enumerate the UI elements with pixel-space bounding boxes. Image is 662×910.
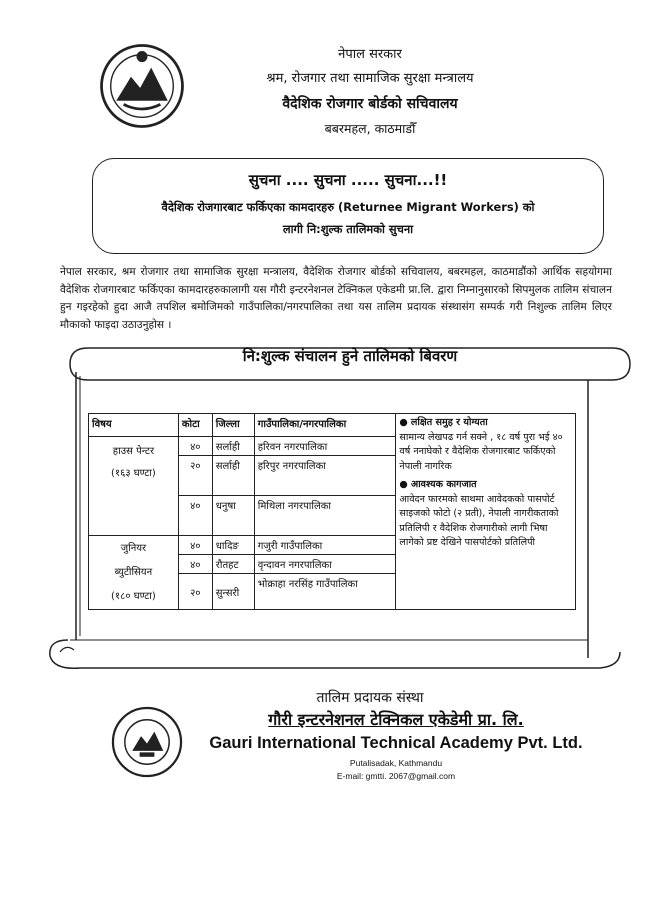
notice-title: सुचना .... सुचना ..... सुचना...!! bbox=[248, 171, 448, 189]
target-heading: लक्षित समुह र योग्यता bbox=[410, 417, 488, 428]
municipality-cell: मिथिला नगरपालिका bbox=[254, 496, 396, 536]
academy-name-nepali: गौरी इन्टरनेशनल टेक्निकल एकेडेमी प्रा. लि. bbox=[268, 710, 524, 729]
course2-name: जुनियर bbox=[120, 543, 147, 554]
municipality-cell: हरिवन नगरपालिका bbox=[254, 437, 396, 456]
quota-cell: ४० bbox=[178, 536, 212, 555]
provider-label: तालिम प्रदायक संस्था bbox=[316, 690, 424, 706]
header-district: जिल्ला bbox=[212, 414, 254, 437]
quota-cell: ४० bbox=[178, 555, 212, 574]
district-cell: सुन्सरी bbox=[212, 574, 254, 610]
district-cell: धादिङ bbox=[212, 536, 254, 555]
academy-logo-icon bbox=[110, 705, 184, 779]
notice-subtitle-1: वैदेशिक रोजगारबाट फर्किएका कामदारहरु (Returnee Migrant Workers) को bbox=[161, 200, 535, 214]
quota-cell: ४० bbox=[178, 496, 212, 536]
academy-email: E-mail: gmtti. 2067@gmail.com bbox=[336, 771, 456, 781]
table-header-row bbox=[89, 414, 576, 437]
district-cell: धनुषा bbox=[212, 496, 254, 536]
course1-hours: (१६३ घण्टा) bbox=[111, 468, 156, 479]
government-emblem-icon bbox=[96, 40, 188, 132]
ministry-name: श्रम, रोजगार तथा सामाजिक सुरक्षा मन्त्रालय bbox=[266, 71, 474, 86]
header-municipality: गाउँपालिका/नगरपालिका bbox=[254, 414, 396, 437]
docs-text: आवेदन फारमको साथमा आवेदकको पासपोर्ट साइजको फोटो (२ प्रती), नेपाली नागरीकताको प्रतिलिपी र वैदेशिक रोजगारीको लागी भिषा लागेको प्रष्ट देखिने पासपोर्टको प्रतिलिपी bbox=[399, 493, 559, 548]
district-cell: सर्लाही bbox=[212, 437, 254, 456]
course-junior-beautician bbox=[89, 536, 179, 610]
course1-name: हाउस पेन्टर bbox=[112, 446, 155, 457]
docs-heading: आवश्यक कागजात bbox=[410, 479, 477, 490]
quota-cell: ४० bbox=[178, 437, 212, 456]
course2-name-2: ब्युटीसियन bbox=[114, 567, 153, 578]
quota-cell: २० bbox=[178, 456, 212, 496]
training-table bbox=[88, 413, 576, 610]
header-address: बबरमहल, काठमाडौँ bbox=[324, 121, 416, 136]
municipality-cell: वृन्दावन नगरपालिका bbox=[254, 555, 396, 574]
municipality-cell: गजुरी गाउँपालिका bbox=[254, 536, 396, 555]
header-quota: कोटा bbox=[178, 414, 212, 437]
header-subject: विषय bbox=[89, 414, 179, 437]
quota-cell: २० bbox=[178, 574, 212, 610]
target-text: सामान्य लेखपढ गर्न सक्ने , १८ वर्ष पुरा भई ४० वर्ष ननाघेको र वैदेशिक रोजगारबाट फर्किएको नेपाली नागरिक bbox=[399, 431, 563, 472]
notice-subtitle-2: लागी नि:शुल्क तालिमको सुचना bbox=[282, 222, 414, 236]
side-info: ● लक्षित समुह र योग्यता सामान्य लेखपढ गर्न सक्ने , १८ वर्ष पुरा भई ४० वर्ष ननाघेको र वैदेशिक रोजगारबाट फर्किएको नेपाली नागरिक ● आवश्यक कागजात आवेदन फारमको साथमा आवेदकको पासपोर्ट साइजको फोटो (२ प्रती), नेपाली नागरीकताको प्रतिलिपी र वैदेशिक रोजगारीको लागी भिषा लागेको प्रष्ट देखिने पासपोर्टको प्रतिलिपी bbox=[396, 414, 576, 610]
course-house-painter bbox=[89, 437, 179, 536]
district-cell: रौतहट bbox=[212, 555, 254, 574]
table-title: नि:शुल्क संचालन हुने तालिमको बिवरण bbox=[242, 347, 458, 365]
course2-hours: (१८० घण्टा) bbox=[111, 591, 156, 602]
academy-name-english: Gauri International Technical Academy Pvt. Ltd. bbox=[209, 734, 583, 752]
municipality-cell: हरिपुर नगरपालिका bbox=[254, 456, 396, 496]
municipality-cell: भोक्राहा नरसिंह गाउँपालिका bbox=[254, 574, 396, 610]
intro-paragraph: नेपाल सरकार, श्रम रोजगार तथा सामाजिक सुरक्षा मन्त्रालय, वैदेशिक रोजगार बोर्डको सचिवालय, बबरमहल, काठमाडौंको आर्थिक सहयोगमा वैदेशिक रोजगारबाट फर्किएका कामदारहरुकालागी यस गौरी इन्टरनेशनल टेक्निकल एकेडमी प्रा.लि. द्वारा निम्नानुसारको सिपमुलक तालिम संचालन हुन गइरहेको हुदा आजै तपशिल बमोजिमको गाउँपालिका/नगरपालिका तथा यस तालिम प्रदायक संस्थासंग सम्पर्क गरी निशुल्क तालिम लिएर मौकाको फाइदा उठाउनुहोस । bbox=[60, 266, 612, 331]
header-line1: नेपाल सरकार bbox=[338, 47, 402, 62]
district-cell: सर्लाही bbox=[212, 456, 254, 496]
board-name: वैदेशिक रोजगार बोर्डको सचिवालय bbox=[282, 96, 458, 112]
academy-address: Putalisadak, Kathmandu bbox=[349, 758, 443, 768]
